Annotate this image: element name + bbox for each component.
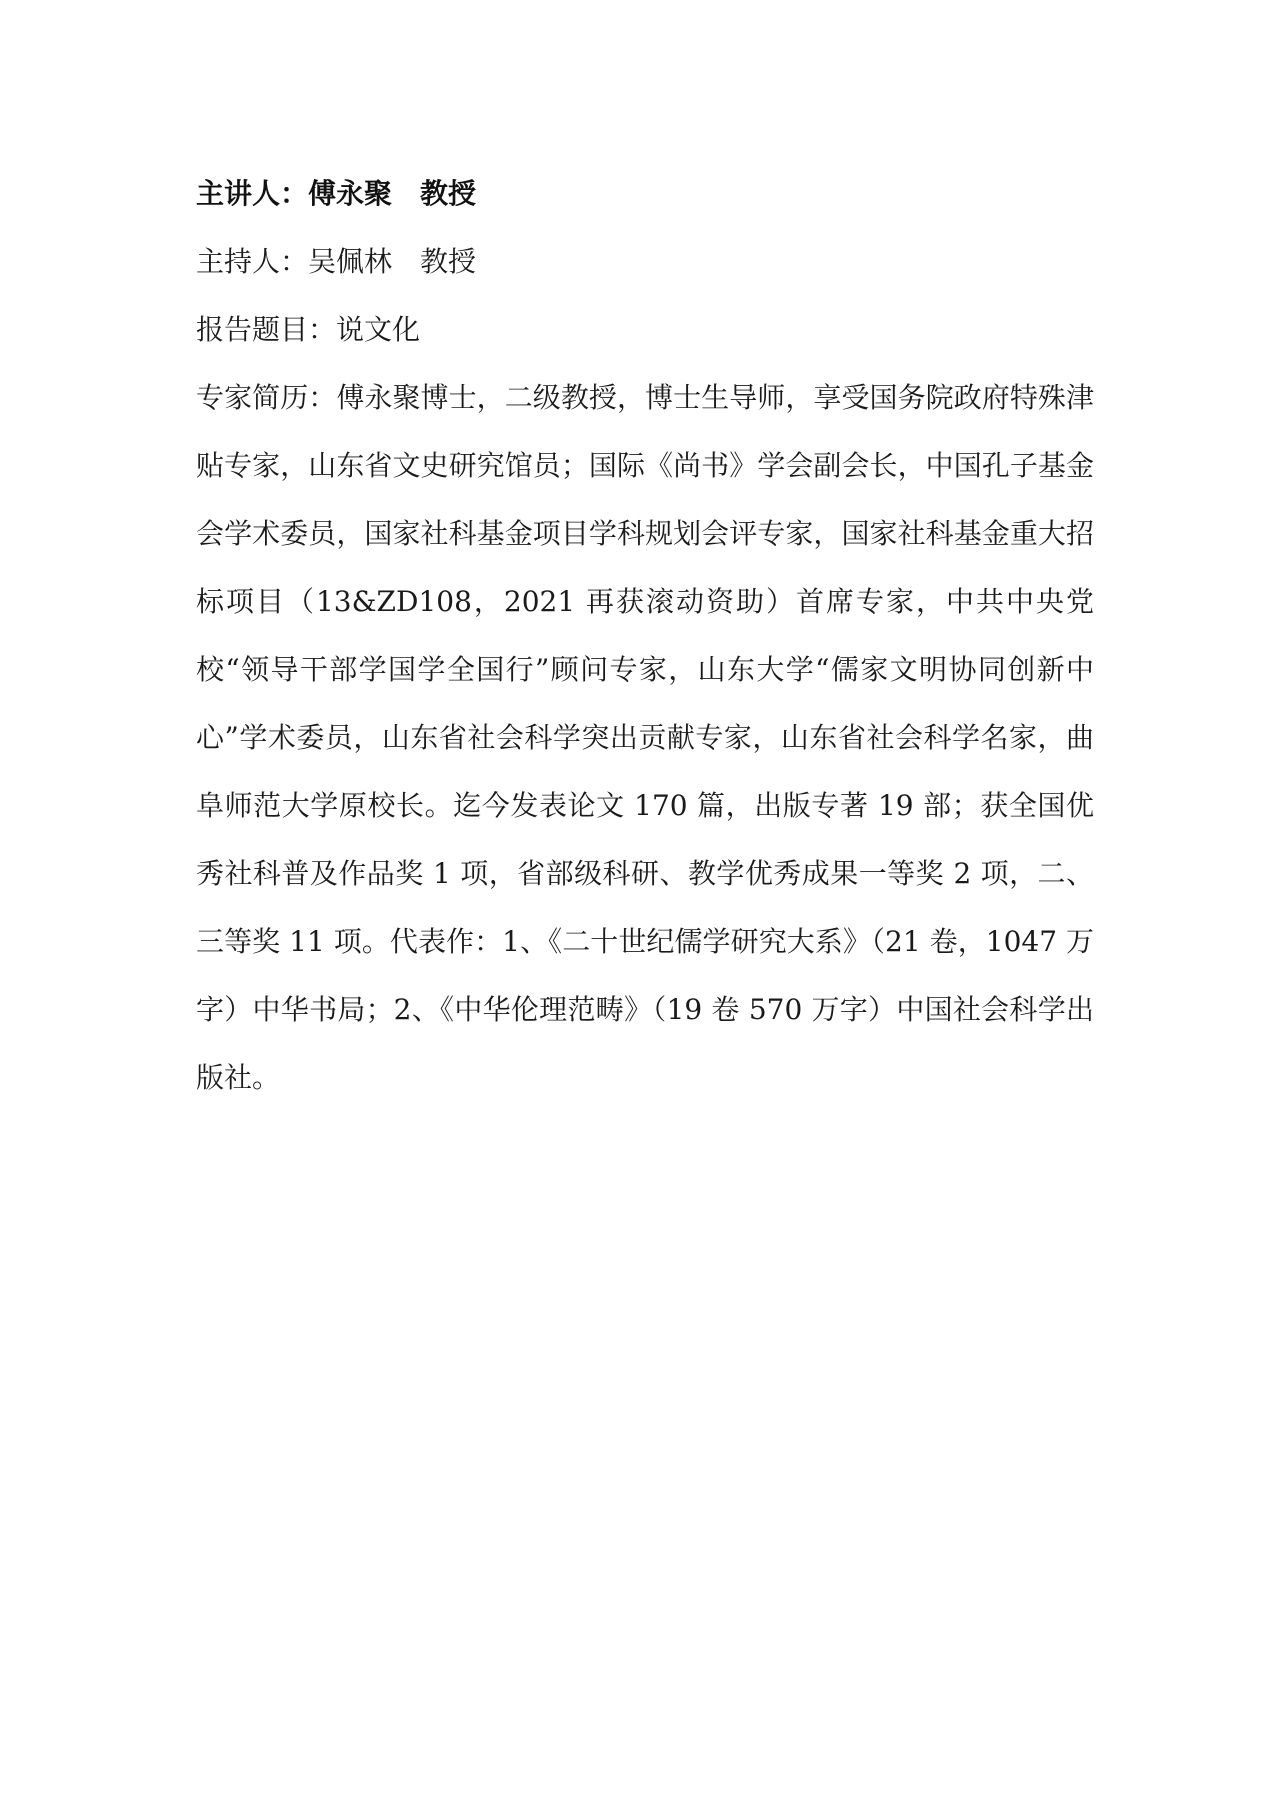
speaker-line: 主讲人：傅永聚 教授 xyxy=(196,177,477,210)
report-title-line: 报告题目：说文化 xyxy=(196,313,421,346)
host-line: 主持人：吴佩林 教授 xyxy=(196,245,477,278)
document-content xyxy=(196,160,1094,1112)
expert-bio-paragraph: 专家简历：傅永聚博士，二级教授，博士生导师，享受国务院政府特殊津贴专家，山东省文史研究馆员；国际《尚书》学会副会长，中国孔子基金会学术委员，国家社科基金项目学科规划会评专家，国家社科基金重大招标项目（13&ZD108，2021 再获滚动资助）首席专家，中共中央党校“领导干部学国学全国行”顾问专家，山东大学“儒家文明协同创新中心”学术委员，山东省社会科学突出贡献专家，山东省社会科学名家，曲阜师范大学原校长。迄今发表论文 170 篇，出版专著 19 部；获全国优秀社科普及作品奖 1 项，省部级科研、教学优秀成果一等奖 2 项，二、三等奖 11 项。代表作：1、《二十世纪儒学研究大系》（21 卷，1047 万字）中华书局；2、《中华伦理范畴》（19 卷 570 万字）中国社会科学出版社。 xyxy=(196,381,1094,1094)
